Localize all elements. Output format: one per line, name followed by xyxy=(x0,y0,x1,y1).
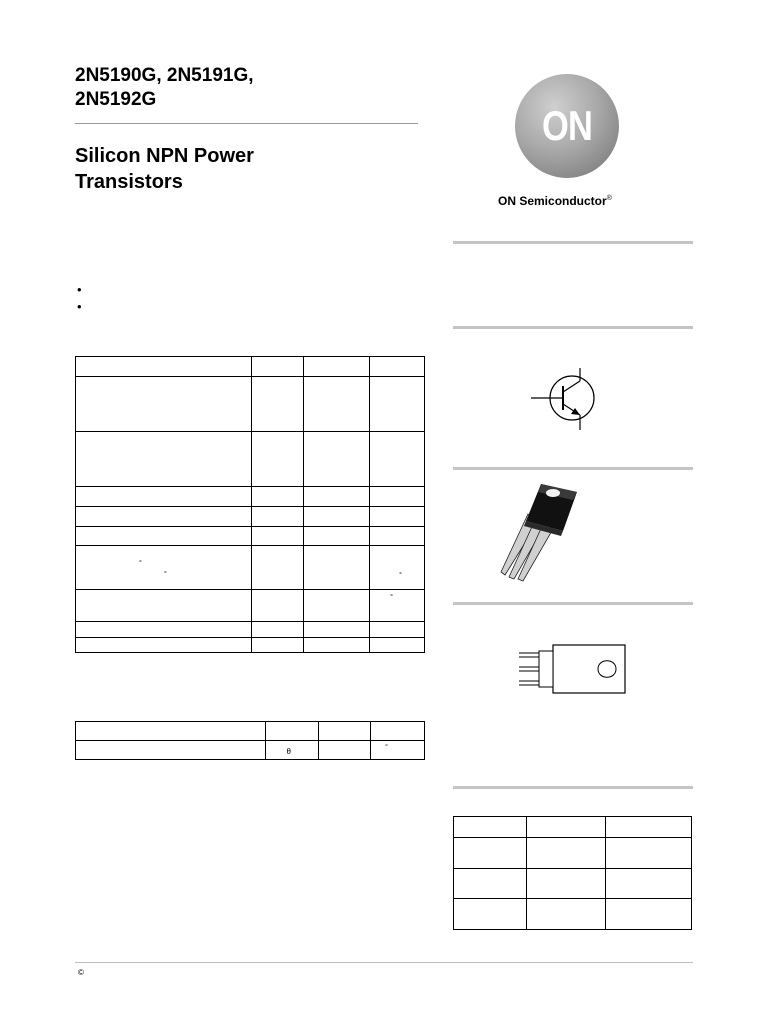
table-row xyxy=(76,432,425,487)
table-row xyxy=(76,487,425,507)
table-row xyxy=(76,638,425,653)
bullet-2: • xyxy=(77,299,82,314)
thermal-characteristics-table xyxy=(75,721,425,760)
document-title xyxy=(75,64,435,112)
title-divider xyxy=(75,123,418,124)
section-divider xyxy=(453,241,693,244)
table-row xyxy=(76,507,425,527)
maximum-ratings-table xyxy=(75,356,425,653)
title-line-1: 2N5190G, 2N5191G, xyxy=(75,65,254,86)
brand-name xyxy=(498,194,612,208)
degree-symbol: ° xyxy=(139,560,142,567)
title-line-2: 2N5192G xyxy=(75,89,157,110)
ordering-information-table xyxy=(453,816,692,930)
degree-symbol: ° xyxy=(399,572,402,579)
table-row xyxy=(454,817,692,838)
table-row xyxy=(76,357,425,377)
table-row xyxy=(76,622,425,638)
table-row xyxy=(454,838,692,869)
document-subtitle xyxy=(75,143,415,195)
table-row xyxy=(76,722,425,741)
feature-bullets xyxy=(77,281,82,315)
logo-text: ON xyxy=(541,102,593,149)
footer-divider xyxy=(75,962,693,963)
section-divider xyxy=(453,786,693,789)
degree-symbol: ° xyxy=(390,594,393,601)
theta-symbol: θ xyxy=(286,747,291,756)
table-row xyxy=(454,899,692,930)
subtitle-line-1: Silicon NPN Power xyxy=(75,145,254,167)
copyright-symbol: © xyxy=(78,968,84,977)
table-row xyxy=(76,546,425,590)
to-225-package-icon xyxy=(493,480,583,582)
degree-symbol: ° xyxy=(385,744,388,751)
brand-name-text: ON Semiconductor xyxy=(498,194,607,208)
bullet-1: • xyxy=(77,282,82,297)
subtitle-line-2: Transistors xyxy=(75,171,183,193)
section-divider xyxy=(453,602,693,605)
package-outline-icon xyxy=(515,643,630,695)
registered-mark: ® xyxy=(606,195,612,202)
table-row xyxy=(76,741,425,760)
table-row xyxy=(454,869,692,899)
section-divider xyxy=(453,326,693,329)
degree-symbol: ° xyxy=(164,571,167,578)
table-row xyxy=(76,527,425,546)
section-divider xyxy=(453,467,693,470)
table-row xyxy=(76,377,425,432)
table-row xyxy=(76,590,425,622)
npn-transistor-symbol-icon xyxy=(525,367,605,433)
